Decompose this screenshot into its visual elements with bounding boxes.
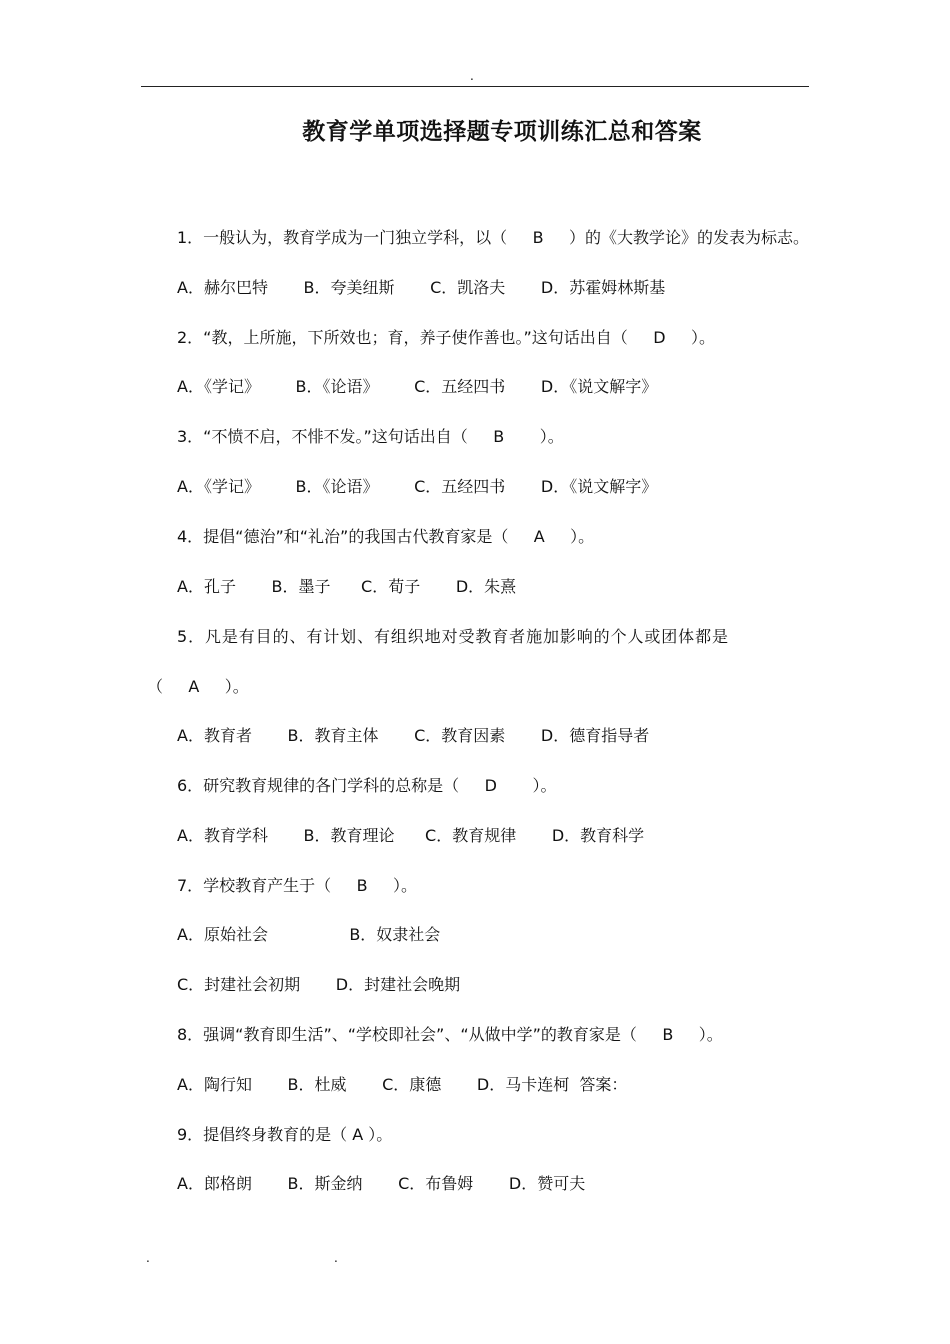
question-1: 1．一般认为，教育学成为一门独立学科，以（ B ）的《大教学论》的发表为标志。	[177, 228, 810, 247]
options-7a: A．原始社会 B．奴隶社会	[177, 925, 441, 944]
header-rule	[141, 86, 809, 87]
question-8: 8．强调“教育即生活”、“学校即社会”、“从做中学”的教育家是（ B ）。	[177, 1025, 723, 1044]
header-mark: .	[470, 69, 474, 83]
options-1: A．赫尔巴特 B．夸美纽斯 C．凯洛夫 D．苏霍姆林斯基	[177, 278, 666, 297]
question-3: 3．“不愤不启，不悱不发。”这句话出自（ B ）。	[177, 427, 564, 446]
options-4: A．孔子 B．墨子 C．荀子 D．朱熹	[177, 577, 517, 596]
question-9: 9．提倡终身教育的是（ A ）。	[177, 1125, 393, 1144]
page-title: 教育学单项选择题专项训练汇总和答案	[302, 119, 702, 145]
options-6: A．教育学科 B．教育理论 C．教育规律 D．教育科学	[177, 826, 645, 845]
question-5: 5．凡是有目的、有计划、有组织地对受教育者施加影响的个人或团体都是	[177, 627, 729, 646]
question-4: 4．提倡“德治”和“礼治”的我国古代教育家是（ A ）。	[177, 527, 595, 546]
options-2: A．《学记》 B．《论语》 C．五经四书 D．《说文解字》	[177, 377, 658, 396]
question-2: 2．“教，上所施，下所效也；育，养子使作善也。”这句话出自（ D ）。	[177, 328, 715, 347]
options-9: A．郎格朗 B．斯金纳 C．布鲁姆 D．赞可夫	[177, 1174, 586, 1193]
options-8: A．陶行知 B．杜威 C．康德 D．马卡连柯 答案：	[177, 1075, 628, 1094]
footer-mark-left: .	[146, 1251, 150, 1265]
question-5-continued: （ A ）。	[147, 677, 249, 696]
question-6: 6．研究教育规律的各门学科的总称是（ D ）。	[177, 776, 557, 795]
footer-mark-right: .	[334, 1251, 338, 1265]
question-7: 7．学校教育产生于（ B ）。	[177, 876, 418, 895]
options-7b: C．封建社会初期 D．封建社会晚期	[177, 975, 461, 994]
options-5: A．教育者 B．教育主体 C．教育因素 D．德育指导者	[177, 726, 650, 745]
options-3: A．《学记》 B．《论语》 C．五经四书 D．《说文解字》	[177, 477, 658, 496]
